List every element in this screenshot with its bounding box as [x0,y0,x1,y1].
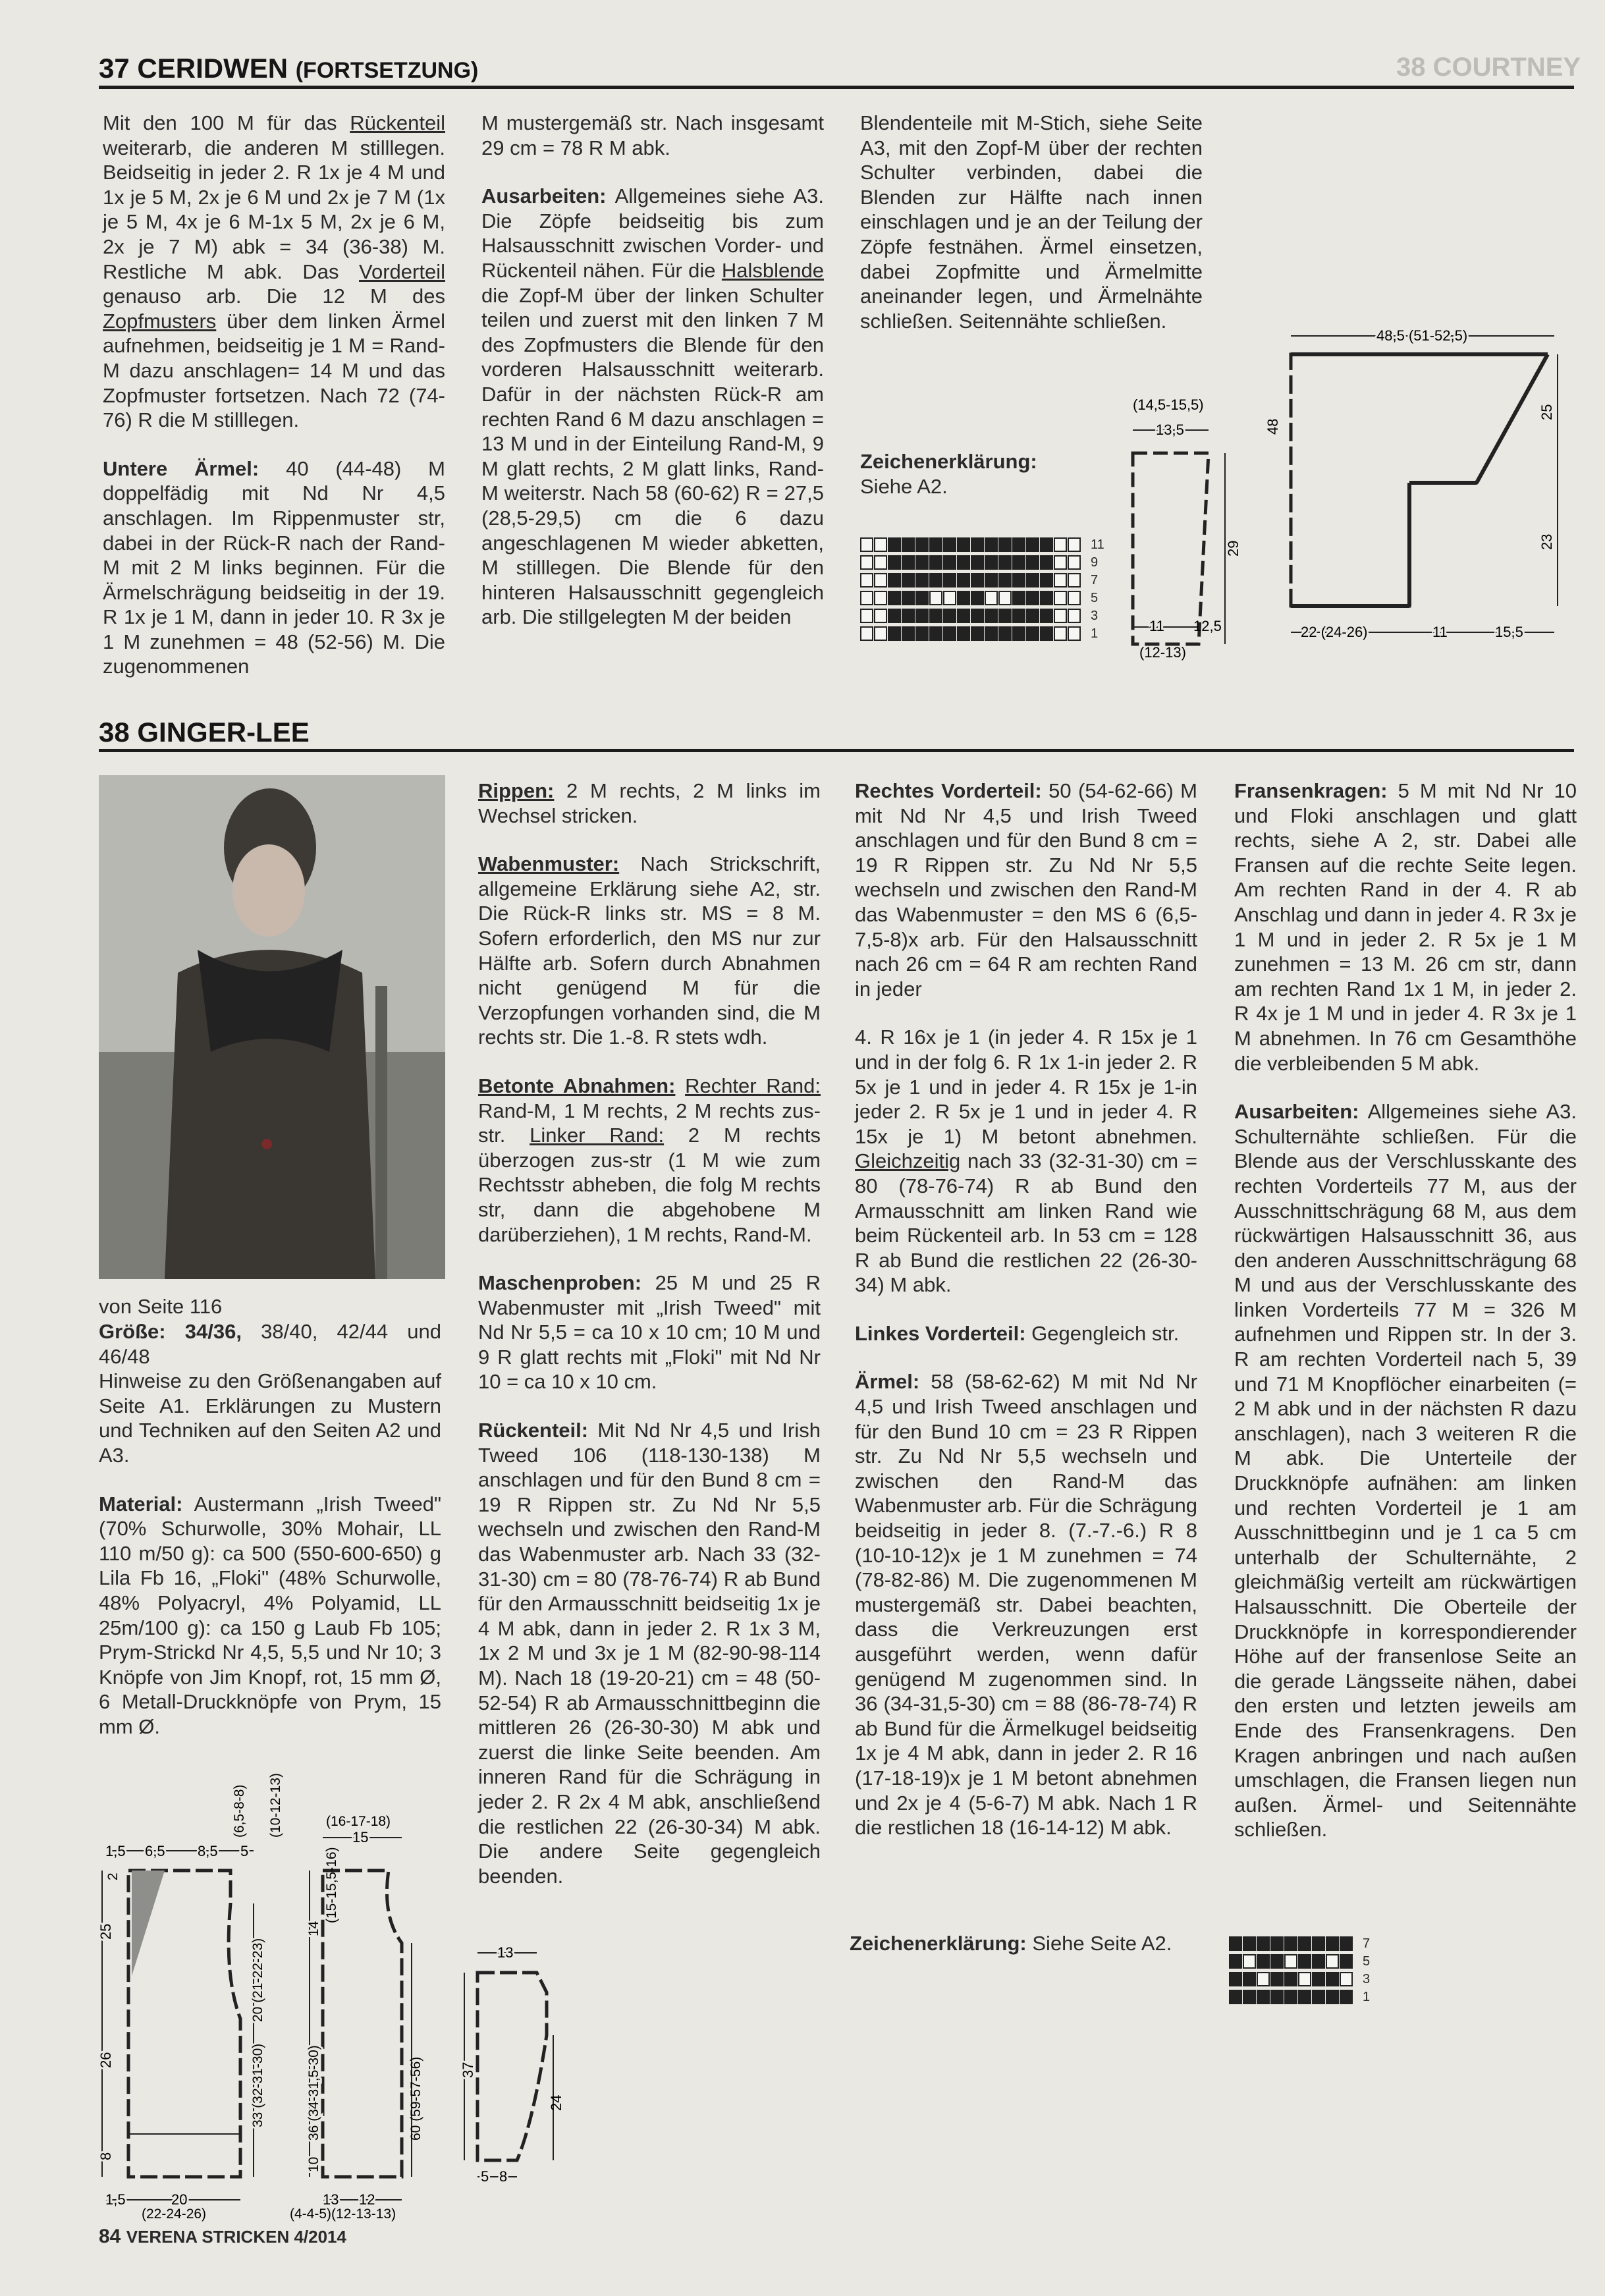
gl-back-schematic [92,1745,435,2220]
ceridwen-text: Mit den 100 M für das [103,111,350,134]
gingerlee-text: Betonte Abnahmen: [478,1074,676,1097]
paragraph-gap [481,160,824,184]
gingerlee-paragraph [478,779,821,828]
gingerlee-text: 25 M und 25 R Wabenmuster mit „Irish Tweed" mit Nd Nr 5,5 = ca 10 x 10 cm; 10 M und 9 R glatt rechts mit „Floki" mit Nd Nr 10 = ca 10 x 10 cm. [478,1271,821,1394]
page-number: 84 [99,2226,121,2247]
chart-cell [1012,626,1025,641]
dim-body-right-top: 25 [1538,404,1555,420]
gingerlee-paragraph [855,779,1197,1001]
header-number: 37 [99,53,130,84]
dim-back-h8: 8 [97,2152,114,2160]
gingerlee-text: Nach Strickschrift, allgemeine Erklärung siehe A2, str. Die Rück-R links str. MS = 8 M. Sofern erforderlich, den MS nur zur Hälfte arb. Sofern durch Abnahmen nicht genügend M für die Verzopfungen vorhanden sind, die M rechts str. Die 1.-8. R stets wdh. [478,852,821,1049]
chart-cell [888,555,901,570]
gingerlee-paragraph [99,1319,441,1468]
chart-cell [943,609,956,623]
dim-sleeve-gl-b1: 5 [481,2168,489,2185]
chart-cell [1243,1936,1256,1951]
chart-cell [998,573,1012,588]
chart-cell [1270,1936,1284,1951]
gingerlee-text: Rand-M, 1 M rechts, 2 M rechts zus-str. [478,1099,821,1147]
chart-cell [1068,626,1081,641]
chart-cell [860,609,873,623]
dim-sleeve-gl-b2: 8 [499,2168,508,2185]
chart-cell [888,609,901,623]
gingerlee-text [675,1074,685,1097]
chart-cell [998,537,1012,552]
chart-cell [1026,573,1039,588]
gingerlee-text: Rechtes Vorderteil: [855,779,1042,802]
gingerlee-text: Austermann „Irish Tweed" (70% Schurwolle, 30% Mohair, LL 110 m/50 g): ca 500 (550-600-650) g Lila Fb 16, „Floki" (48% Schurwolle, 48% Polyacryl, 4% Polyamid, LL 25m/100 g): ca 150 g Laub Fb 105; Prym-Strickd Nr 4,5, 5,5 und Nr 10; 3 Knöpfe von Jim Knopf, rot, 15 mm Ø, 6 Metall-Druckknöpfe von Prym, 15 mm Ø. [99,1492,441,1738]
header2-rule [99,749,1574,752]
chart-cell [1012,555,1025,570]
dim-body-b2: 11 [1432,624,1448,640]
photo-caption: von Seite 116 [99,1295,223,1318]
chart-row-number: 3 [1091,609,1099,623]
chart-cell [1243,1972,1256,1986]
chart-cell [915,537,929,552]
chart-cell [998,626,1012,641]
dim-sleeve-bottom-side: 12,5 [1193,618,1222,634]
chart-cell [1068,591,1081,605]
gingerlee-text: 2 M rechts überzogen zus-str (1 M wie zum Rechtsstr abheben, die folg M rechts str, dann die abgehobene M darüberziehen), 1 M rechts, Rand-M. [478,1124,821,1246]
dim-back-top-var2: (10-12-13) [268,1772,283,1838]
header2-number: 38 [99,717,130,748]
gingerlee-text: Hinweise zu den Größenangaben auf Seite A1. Erklärungen zu Mustern und Techniken auf den Seiten A2 und A3. [99,1369,441,1467]
gingerlee-text: Mit Nd Nr 4,5 und Irish Tweed 106 (118-130-138) M anschlagen und für den Bund 8 cm = 19 R Rippen str. Zu Nd Nr 5,5 wechseln und zwischen den Rand-M das Wabenmuster arb. Nach 33 (32-31-30) cm = 80 (78-76-74) R ab Bund für den Armausschnitt beidseitig 1x je 4 M abk, dann in jeder 2. R 1x 3 M, 1x 2 M und 3x je 1 M (82-90-98-114 M). Nach 18 (19-20-21) cm = 48 (50-52-54) R ab Armausschnittbeginn die mittleren 26 (26-30-30) M abk und zuerst die linke Seite beenden. Am inneren Rand für die Schrägung in jeder 2. R 2x 4 M abk, anschließend die restlichen 22 (26-30-34) M abk. Die andere Seite gegengleich beenden. [478,1419,821,1888]
gingerlee-col-2 [478,779,821,1888]
chart-cell [957,626,970,641]
chart-cell [874,537,887,552]
chart-cell [1270,1954,1284,1969]
chart-cell [985,537,998,552]
gl-zeichen-text: Siehe Seite A2. [1032,1932,1172,1955]
chart-cell [943,537,956,552]
header-gingerlee [99,717,310,748]
chart-cell [943,555,956,570]
chart-cell [1312,1972,1325,1986]
chart-cell [1284,1990,1297,2004]
magazine-name: VERENA STRICKEN 4/2014 [126,2227,346,2247]
chart-cell [1257,1936,1270,1951]
chart-cell [1054,537,1067,552]
ceridwen-text: Untere Ärmel: [103,456,259,480]
chart-cell [1012,573,1025,588]
gingerlee-text: 50 (54-62-66) M mit Nd Nr 4,5 und Irish Tweed anschlagen und für den Bund 8 cm = 19 R Rippen str. Zu Nd Nr 5,5 wechseln und zwischen den Rand-M das Wabenmuster = den MS 6 (6,5-7,5-8)x arb. Für den Halsausschnitt nach 26 cm = 64 R am rechten Rand in jeder [855,779,1197,1000]
chart-cell [1270,1990,1284,2004]
chart-cell [1298,1972,1311,1986]
chart-cell [1054,573,1067,588]
chart-cell [1012,609,1025,623]
dim-back-bot2: 20 [171,2191,188,2208]
chart-cell [1326,1936,1339,1951]
gingerlee-text: Gleichzeitig [855,1149,961,1173]
chart-cell [874,555,887,570]
chart-cell [1340,1990,1353,2004]
chart-cell [1298,1936,1311,1951]
paragraph-gap [103,433,445,456]
chart-row-number: 1 [1363,1990,1371,2004]
gingerlee-text: Linkes Vorderteil: [855,1321,1026,1345]
dim-sleeve-top: (14,5-15,5) [1133,396,1204,413]
chart-cell [985,555,998,570]
dim-body-b1: 22 (24-26) [1301,624,1368,640]
dim-body-height: 48 [1265,418,1281,435]
chart-cell [1257,1990,1270,2004]
chart-cell [985,573,998,588]
gl-photo-caption [99,1294,441,1319]
dim-body-right-bottom: 23 [1538,533,1555,550]
gingerlee-text: Gegengleich str. [1025,1321,1180,1345]
chart-cell [929,537,942,552]
dim-back-t4: 5 [240,1843,249,1859]
chart-cell [1229,1990,1242,2004]
ceridwen-col-3 [860,111,1203,333]
chart-cell [1012,591,1025,605]
chart-cell [888,573,901,588]
gingerlee-col-4 [1234,779,1577,1842]
paragraph-gap [855,1298,1197,1321]
chart-cell [929,609,942,623]
zeichen-label: Zeichenerklärung: [860,450,1037,473]
chart-cell [1026,591,1039,605]
chart-cell [1229,1936,1242,1951]
dim-front-h36: 36 (34-31,5-30) [306,2045,321,2141]
gingerlee-text: 4. R 16x je 1 (in jeder 4. R 15x je 1 und in der folg 6. R 1x 1-in jeder 2. R 5x je 1 und in jeder 4. R 15x je 1-in jeder 2. R 5x je 1 und in jeder 4. R 15x je 1) M betont abnehmen. [855,1025,1197,1148]
chart-row-number: 1 [1091,626,1099,641]
chart-cell [1229,1954,1242,1969]
chart-cell [1040,609,1053,623]
gingerlee-text: 2 M rechts, 2 M links im Wechsel stricken. [478,779,821,827]
gingerlee-text: nach 33 (32-31-30) cm = 80 (78-76-74) R ab Bund den Armausschnitt am linken Rand wie beim Rückenteil arb. In 53 cm = 128 R ab Bund die restlichen 22 (26-30-34) M abk. [855,1149,1197,1297]
chart-cell [1326,1990,1339,2004]
gingerlee-text: Material: [99,1492,183,1516]
chart-cell [902,555,915,570]
chart-cell [971,537,984,552]
gingerlee-text: 38/40, 42/44 und 46/48 [99,1320,441,1368]
chart-cell [1040,591,1053,605]
chart-cell [1284,1936,1297,1951]
gingerlee-paragraph [478,1074,821,1247]
chart-cell [998,609,1012,623]
ceridwen-text: über dem linken Ärmel aufnehmen, beidseitig je 1 M = Rand-M dazu anschlagen= 14 M und das Zopfmuster fortsetzen. Nach 72 (74-76) R die M stilllegen. [103,309,445,432]
chart-cell [902,591,915,605]
dim-sleeve-height: 29 [1225,540,1241,557]
chart-row-number: 7 [1091,573,1099,588]
chart-cell [915,626,929,641]
dim-back-h33: 33 (32-31-30) [250,2043,265,2127]
chart-cell [1243,1954,1256,1969]
dim-back-t2: 6,5 [145,1843,165,1859]
page-footer [99,2226,346,2248]
gingerlee-paragraph [855,1025,1197,1298]
chart-cell [1243,1990,1256,2004]
dim-back-t1: 1,5 [105,1843,126,1859]
chart-cell [1054,609,1067,623]
model-photo [99,775,445,1279]
dim-body-b3: 15,5 [1495,624,1523,640]
gl-zeichen [850,1931,1218,1956]
dim-sleeve-bottom: 11 [1149,618,1164,634]
ceridwen-text: Zopfmusters [103,309,217,333]
cable-chart [860,537,1104,649]
ceridwen-text: Allgemeines siehe A3. Die Zöpfe beidseitig bis zum Halsausschnitt zwischen Vorder- und Rückenteil nähen. Für die [481,184,824,282]
gingerlee-paragraph [478,852,821,1050]
ceridwen-col-2 [481,111,824,630]
gingerlee-text: 5 M mit Nd Nr 10 und Floki anschlagen und glatt rechts, siehe A 2, str. Dabei alle Fransen auf die rechte Seite legen. Am rechten Rand in der 4. R ab Anschlag und dann in jeder 4. R 3x je 1 M und in jeder 2. R 5x je 1 M zunehmen = 13 M. 26 cm str, dann am rechten Rand 1x 1 M, in jeder 2. R 4x je 1 M und in jeder 4. R 3x je 1 M abnehmen. In 76 cm Gesamthöhe die verbleibenden 5 M abk. [1234,779,1577,1075]
ceridwen-zeichen [860,449,1084,499]
chart-cell [929,555,942,570]
dim-back-bot3: (22-24-26) [142,2206,207,2222]
ceridwen-paragraph [103,456,445,679]
gingerlee-text: Rippen: [478,779,555,802]
gingerlee-text: Größe: 34/36, [99,1320,242,1343]
chart-cell [915,555,929,570]
paragraph-gap [99,1468,441,1492]
ceridwen-paragraph [481,111,824,160]
chart-cell [1026,609,1039,623]
chart-cell [929,626,942,641]
chart-cell [998,591,1012,605]
chart-cell [985,591,998,605]
ceridwen-text: die Zopf-M über der linken Schulter teilen und zuerst mit den linken 7 M des Zopfmusters die Blende für den vorderen Halsausschnitt weiterarb. Dafür in der nächsten Rück-R am rechten Rand 6 M dazu anschlagen = 13 M und in der Einteilung Rand-M, 9 M glatt rechts, 2 M glatt links, Rand-M weiterstr. Nach 58 (60-62) R = 27,5 (28,5-29,5) cm die 6 dazu angeschlagenen M wieder abketten, M stilllegen. Die Blende für den hinteren Halsausschnitt gegengleich arb. Die stillgelegten M der beiden [481,283,824,629]
gingerlee-text: Ausarbeiten: [1234,1100,1359,1124]
gingerlee-text: Allgemeines siehe A3. Schulternähte schließen. Für die Blende aus der Verschlusskante des rechten Vorderteils 77 M, aus der Ausschnittschrägung 68 M, aus dem rückwärtigen Halsausschnitt 36, aus den anderen Ausschnittschrägung 68 M und aus der Verschlusskante des linken Vorderteils 77 M = 326 M aufnehmen und Rippen str. In der 3. R am rechten Vorderteil nach 5, 39 und 71 M Knopflöcher einarbeiten (= 2 M abk und in der nächsten R dazu anschlagen), nach 3 weiteren R die M abk. Die Unterteile der Druckknöpfe aufnähen: am linken und rechten Vorderteil je 1 am Ausschnittbeginn und je 1 ca 5 cm unterhalb der Schulternähte, 2 gleichmäßig verteilt am rückwärtigen Halsausschnitt. Die Oberteile der Druckknöpfe in korrespondierender Höhe auf der fransenlose Seite an die gerade Längsseite nähen, dabei den ersten und letzten jeweils am Ende des Fransenkragens. Den Kragen anbringen und nach außen umschlagen, die Fransen liegen nun außen. Ärmel- und Seitennähte schließen. [1234,1100,1577,1842]
dim-sleeve-gl-h37: 37 [460,2062,476,2078]
dim-body-width: 48,5 (51-52,5) [1376,327,1468,344]
chart-cell [957,609,970,623]
gingerlee-text: Fransenkragen: [1234,779,1388,802]
ceridwen-text: M mustergemäß str. Nach insgesamt 29 cm = 78 R M abk. [481,111,824,159]
chart-cell [985,609,998,623]
chart-cell [957,591,970,605]
chart-cell [874,609,887,623]
chart-cell [1257,1972,1270,1986]
chart-cell [1312,1990,1325,2004]
dim-back-h20: 20 (21-22-23) [250,1938,265,2022]
chart-cell [902,626,915,641]
chart-cell [985,626,998,641]
chart-cell [998,555,1012,570]
chart-cell [943,573,956,588]
chart-row-number: 5 [1091,591,1099,605]
header-sub: (FORTSETZUNG) [295,58,479,83]
header-name: CERIDWEN [137,53,288,84]
chart-cell [957,573,970,588]
gingerlee-paragraph [1234,1099,1577,1842]
gingerlee-paragraph [99,1492,441,1739]
chart-cell [943,591,956,605]
gingerlee-text: Wabenmuster: [478,852,620,876]
chart-cell [971,573,984,588]
chart-cell [1312,1936,1325,1951]
chart-cell [860,626,873,641]
chart-cell [1068,555,1081,570]
chart-cell [1054,591,1067,605]
chart-cell [888,537,901,552]
chart-cell [1068,609,1081,623]
paragraph-gap [478,1050,821,1074]
chart-row-number: 3 [1363,1972,1371,1986]
gingerlee-col-3 [855,779,1197,1840]
chart-cell [1040,537,1053,552]
chart-cell [1054,555,1067,570]
dim-sleeve-gl-top: 13 [497,1944,514,1961]
chart-cell [1340,1954,1353,1969]
chart-cell [902,609,915,623]
chart-cell [860,573,873,588]
chart-cell [1026,626,1039,641]
chart-row-number: 5 [1363,1954,1371,1969]
chart-cell [1040,555,1053,570]
gingerlee-text: Rechter Rand: [685,1074,821,1097]
zeichen-text: Siehe A2. [860,474,948,498]
chart-cell [1298,1990,1311,2004]
ceridwen-sleeve-schematic [1120,395,1251,665]
ceridwen-paragraph [860,111,1203,333]
chart-cell [971,609,984,623]
dim-front-h60: 60 (59-57-56) [408,2056,423,2141]
chart-cell [860,555,873,570]
gingerlee-paragraph [1234,779,1577,1076]
ceridwen-body-schematic [1265,323,1555,645]
paragraph-gap [855,1001,1197,1025]
chart-cell [874,626,887,641]
gingerlee-text: Rückenteil: [478,1419,589,1442]
dim-front-h10: 10 [306,2156,321,2172]
dim-back-h25: 25 [97,1923,114,1940]
ceridwen-col-1 [103,111,445,679]
chart-cell [1298,1954,1311,1969]
chart-cell [915,591,929,605]
header2-name: GINGER-LEE [137,717,310,748]
paragraph-gap [478,828,821,852]
chart-row-number: 9 [1091,555,1099,570]
paragraph-gap [855,1346,1197,1369]
chart-cell [874,573,887,588]
chart-cell [1326,1972,1339,1986]
dim-front-b2: 12 [359,2191,375,2208]
gingerlee-paragraph [478,1418,821,1888]
ceridwen-text: weiterarb, die anderen M stilllegen. Beidseitig in jeder 2. R 1x je 4 M und 1x je 5 M, 2x je 6 M und 2x je 7 M (1x je 5 M, 4x je 6 M-1x 5 M, 2x je 6 M, 2x je 7 M) abk = 34 (36-38) M. Restliche M abk. Das [103,136,445,283]
gingerlee-paragraph [855,1321,1197,1346]
gingerlee-text: 58 (58-62-62) M mit Nd Nr 4,5 und Irish Tweed anschlagen und für den Bund 10 cm = 23 R Rippen str. Zu Nd Nr 5,5 wechseln und zwischen den Rand-M das Wabenmuster arb. Für die Schrägung beidseitig in jeder 8. (7.-7.-6.) R 8 (10-10-12)x je 1 M zunehmen = 74 (78-82-86) M. Die zugenommenen M mustergemäß str. Dabei beachten, dass die Verkreuzungen erst ausgeführt werden, wenn dafür genügend M zugenommen sind. In 36 (34-31,5-30) cm = 88 (86-78-74) R ab Bund für die Ärmelkugel beidseitig 1x je 4 M abk, dann in jeder 2. R 16 (17-18-19)x je 1 M betont abnehmen und 2x je 4 (5-6-7) M abk. Nach 1 R die restlichen 18 (16-14-12) M abk. [855,1370,1197,1840]
chart-cell [1270,1972,1284,1986]
ceridwen-paragraph [103,111,445,433]
chart-cell [1054,626,1067,641]
chart-row-number: 7 [1363,1936,1371,1951]
chart-cell [957,537,970,552]
ceridwen-text: Rückenteil [350,111,445,134]
dim-back-top-var1: (6,5-8-8) [232,1784,247,1838]
gingerlee-text: Maschenproben: [478,1271,642,1295]
dim-sleeve-top2: 13,5 [1156,422,1184,438]
chart-cell [874,591,887,605]
chart-cell [1026,555,1039,570]
chart-cell [971,626,984,641]
header-ceridwen [99,53,478,84]
chart-cell [1040,626,1053,641]
chart-cell [860,537,873,552]
chart-cell [929,573,942,588]
dim-front-top-var: (16-17-18) [326,1814,391,1829]
chart-cell [888,626,901,641]
chart-cell [1012,537,1025,552]
chart-cell [860,591,873,605]
paragraph-gap [478,1394,821,1418]
dim-front-h156: (15-15,5-16) [324,1847,339,1923]
chart-cell [1284,1972,1297,1986]
chart-cell [1326,1954,1339,1969]
chart-cell [1257,1954,1270,1969]
dim-back-left-top: 2 [105,1872,121,1880]
chart-cell [1340,1972,1353,1986]
dim-front-top: 15 [352,1829,369,1845]
gingerlee-col-1 [99,1319,441,1739]
dim-front-b1: 13 [323,2191,339,2208]
chart-cell [902,537,915,552]
honeycomb-chart [1229,1936,1413,2015]
ceridwen-text: Vorderteil [359,260,445,283]
dim-back-t3: 8,5 [198,1843,218,1859]
gingerlee-paragraph [478,1271,821,1394]
paragraph-gap [1234,1076,1577,1099]
chart-cell [1068,537,1081,552]
dim-sleeve-gl-h24: 24 [548,2094,564,2111]
chart-row-number: 11 [1091,537,1104,552]
paragraph-gap [478,1247,821,1271]
chart-cell [888,591,901,605]
ceridwen-paragraph [481,184,824,630]
gl-sleeve-schematic [454,1936,586,2187]
ceridwen-text: Halsblende [721,258,824,282]
dim-front-h14: 14 [306,1921,321,1936]
ceridwen-text: 40 (44-48) M doppelfädig mit Nd Nr 4,5 anschlagen. Im Rippenmuster str, dabei in der Rück-R nach der Rand-M mit 2 M links beginnen. Für die Ärmelschrägung beidseitig in der 19. R 1x je 1 M, dann in jeder 10. R 3x je 1 M zunehmen = 48 (52-56) M. Die zugenommenen [103,456,446,678]
dim-back-bot1: 1,5 [105,2191,126,2208]
chart-cell [929,591,942,605]
chart-cell [943,626,956,641]
ceridwen-text: Ausarbeiten: [481,184,607,208]
chart-cell [1040,573,1053,588]
chart-cell [1312,1954,1325,1969]
ceridwen-text: Blendenteile mit M-Stich, siehe Seite A3, mit den Zopf-M über der rechten Schulter verbinden, dabei die Blenden zur Hälfte nach innen einschlagen und je an der Teilung der Zöpfe festnähen. Ärmel einsetzen, dabei Zopfmitte und Ärmelmitte aneinander legen, und Ärmelnähte schließen. Seitennähte schließen. [860,111,1203,333]
gingerlee-text: Linker Rand: [530,1124,665,1147]
chart-cell [971,591,984,605]
dim-back-h26: 26 [97,2052,114,2068]
chart-cell [902,573,915,588]
chart-cell [957,555,970,570]
chart-cell [1284,1954,1297,1969]
dim-front-b3: (4-4-5)(12-13-13) [290,2206,396,2222]
chart-cell [1068,573,1081,588]
chart-cell [1026,537,1039,552]
ceridwen-text: genauso arb. Die 12 M des [103,285,445,308]
header-rule [99,86,1574,89]
chart-cell [915,609,929,623]
dim-sleeve-bottom2: (12-13) [1139,644,1186,661]
chart-cell [971,555,984,570]
gingerlee-paragraph [855,1369,1197,1840]
chart-cell [1340,1936,1353,1951]
faded-header: 38 COURTNEY [1396,53,1581,82]
chart-cell [1229,1972,1242,1986]
chart-cell [915,573,929,588]
gingerlee-text: Ärmel: [855,1370,920,1394]
gl-zeichen-label: Zeichenerklärung: [850,1932,1027,1955]
